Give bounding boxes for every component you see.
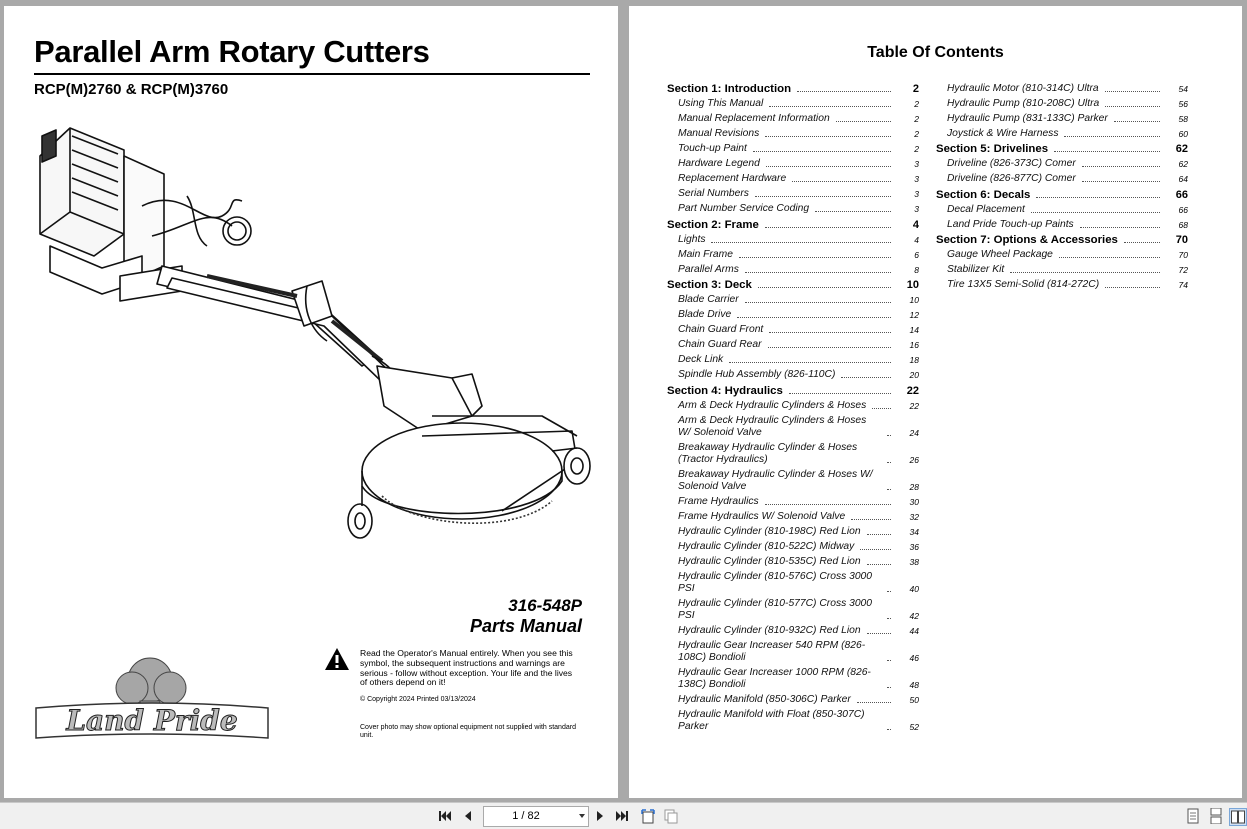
cover-note: Cover photo may show optional equipment not supplied with standard unit.: [360, 724, 576, 739]
toc-entry-page: 8: [914, 264, 919, 275]
toc-entry-label: Hydraulic Motor (810-314C) Ultra: [947, 82, 1099, 94]
toc-entry-label: Hydraulic Cylinder (810-576C) Cross 3000 PSI: [678, 570, 873, 594]
toc-entry-label: Main Frame: [678, 248, 733, 260]
toc-entry[interactable]: [667, 623, 919, 638]
toc-entry-page: 3: [914, 174, 919, 184]
toc-entry-page: 70: [1178, 250, 1188, 260]
toc-leader-dots: [851, 519, 891, 520]
toc-leader-dots: [737, 317, 891, 318]
toc-leader-dots: [872, 408, 891, 409]
toc-leader-dots: [887, 618, 891, 619]
toc-entry-page: 26: [909, 454, 919, 465]
toc-entry-label: Chain Guard Rear: [678, 339, 762, 350]
viewer-toolbar: [0, 802, 1247, 829]
toc-leader-dots: [1059, 257, 1160, 258]
toc-entry-label: Serial Numbers: [678, 188, 749, 199]
toc-leader-dots: [1114, 121, 1160, 122]
toc-leader-dots: [867, 633, 891, 634]
toc-entry-label: Section 2: Frame: [667, 218, 759, 231]
toc-leader-dots: [1105, 287, 1160, 288]
toc-entry-page: 10: [909, 295, 919, 305]
toc-entry[interactable]: [667, 596, 919, 623]
toc-entry-label: Driveline (826-877C) Comer: [947, 173, 1076, 184]
toc-entry-label: Touch-up Paint: [678, 143, 747, 154]
toc-entry[interactable]: [936, 248, 1188, 263]
toc-section-entry[interactable]: [936, 141, 1188, 157]
chevron-down-icon: [579, 814, 585, 818]
logo-text: Land Pride: [66, 704, 238, 737]
toc-entry-page: 4: [912, 218, 919, 231]
toc-entry-page: 2: [914, 144, 919, 154]
toc-entry-page: 50: [909, 694, 919, 705]
toc-entry-label: Land Pride Touch-up Paints: [947, 218, 1074, 230]
toc-entry[interactable]: [667, 353, 919, 368]
toc-entry[interactable]: [667, 638, 919, 665]
toc-leader-dots: [1105, 106, 1160, 107]
toc-leader-dots: [887, 660, 891, 661]
toc-leader-dots: [739, 257, 891, 258]
cover-title: Parallel Arm Rotary Cutters: [34, 34, 430, 69]
toc-entry[interactable]: [936, 202, 1188, 217]
toc-entry-label: Lights: [678, 233, 706, 245]
toc-leader-dots: [1036, 197, 1160, 198]
toc-entry-label: Chain Guard Front: [678, 324, 764, 335]
toc-entry[interactable]: [667, 413, 919, 440]
toc-leader-dots: [789, 393, 891, 394]
toc-entry-page: 58: [1178, 113, 1188, 124]
toc-leader-dots: [1064, 136, 1160, 137]
toc-leader-dots: [769, 106, 891, 107]
toc-entry-page: 62: [1178, 159, 1188, 169]
toc-entry-page: 34: [909, 526, 919, 537]
fit-width-icon[interactable]: [663, 808, 679, 824]
first-page-icon[interactable]: [437, 808, 453, 824]
page-number-display: 1 / 82: [512, 810, 540, 822]
toc-entry[interactable]: [936, 96, 1188, 111]
toc-entry-label: Hydraulic Cylinder (810-535C) Red Lion: [678, 555, 861, 567]
toc-entry-label: Blade Carrier: [678, 294, 739, 305]
cover-models: RCP(M)2760 & RCP(M)3760: [34, 81, 229, 98]
toc-entry[interactable]: [667, 440, 919, 467]
toc-entry-page: 30: [909, 496, 919, 507]
toc-entry-label: Hydraulic Cylinder (810-198C) Red Lion: [678, 525, 861, 537]
single-page-view-icon[interactable]: [1185, 808, 1201, 824]
toc-section-entry[interactable]: [936, 187, 1188, 203]
toc-entry-label: Section 1: Introduction: [667, 83, 792, 95]
toc-entry[interactable]: [667, 187, 919, 202]
toc-entry-page: 16: [909, 340, 919, 350]
toc-entry-label: Hydraulic Gear Increaser 540 RPM (826-108C) Bondioli: [678, 639, 866, 663]
toc-entry[interactable]: [667, 692, 919, 707]
toc-entry-page: 64: [1178, 174, 1188, 184]
toc-entry[interactable]: [667, 202, 919, 217]
toc-entry-page: 4: [914, 234, 919, 245]
toc-entry-label: Hydraulic Cylinder (810-577C) Cross 3000 PSI: [678, 597, 873, 621]
manual-type: Parts Manual: [469, 616, 582, 636]
toc-entry[interactable]: [667, 494, 919, 509]
toc-leader-dots: [867, 564, 891, 565]
toc-entry-label: Replacement Hardware: [678, 173, 787, 184]
toc-entry[interactable]: [667, 467, 919, 494]
toc-entry[interactable]: [936, 263, 1188, 278]
toc-entry-page: 66: [1178, 204, 1188, 215]
toc-entry-label: Section 6: Decals: [936, 188, 1031, 201]
toc-entry-label: Hydraulic Cylinder (810-932C) Red Lion: [678, 624, 861, 636]
toc-entry-label: Frame Hydraulics W/ Solenoid Valve: [678, 510, 846, 522]
toc-leader-dots: [887, 729, 891, 730]
toc-entry-page: 6: [914, 249, 919, 260]
toc-entry-page: 18: [909, 355, 919, 365]
toc-entry[interactable]: [667, 569, 919, 596]
toc-entry-label: Section 4: Hydraulics: [667, 384, 783, 397]
toc-leader-dots: [792, 181, 891, 182]
toc-entry-page: 14: [909, 325, 919, 335]
toc-column-right: [936, 81, 1188, 293]
toc-leader-dots: [765, 227, 891, 228]
toc-entry[interactable]: [667, 157, 919, 172]
toc-entry-label: Frame Hydraulics: [678, 495, 759, 507]
toc-entry-page: 22: [906, 384, 919, 397]
toc-entry-page: 56: [1178, 98, 1188, 109]
toc-entry[interactable]: [667, 97, 919, 112]
toc-entry-page: 46: [909, 652, 919, 663]
toc-entry-page: 3: [914, 189, 919, 199]
toc-leader-dots: [745, 302, 891, 303]
toc-leader-dots: [1124, 242, 1160, 243]
toc-leader-dots: [766, 166, 891, 167]
toc-entry-page: 40: [909, 583, 919, 594]
toc-entry-label: Blade Drive: [678, 309, 732, 320]
toc-entry-page: 36: [909, 541, 919, 552]
toc-entry[interactable]: [936, 217, 1188, 232]
warning-icon: [324, 647, 350, 671]
toc-entry-page: 44: [909, 625, 919, 636]
toc-entry-label: Section 5: Drivelines: [936, 143, 1049, 155]
last-page-icon[interactable]: [614, 808, 630, 824]
toc-entry-label: Parallel Arms: [678, 263, 739, 275]
toc-entry-page: 32: [909, 511, 919, 522]
toc-leader-dots: [836, 121, 891, 122]
toc-entry-label: Spindle Hub Assembly (826-110C): [678, 369, 836, 380]
warning-text: Read the Operator's Manual entirely. When you see this symbol, the subsequent instructions and warnings are serious - follow without exception. Your life and the lives of others depend on it!: [360, 648, 573, 688]
toc-leader-dots: [867, 534, 891, 535]
toc-entry-page: 2: [914, 99, 919, 109]
toc-entry[interactable]: [667, 554, 919, 569]
toc-entry[interactable]: [667, 539, 919, 554]
toc-entry[interactable]: [936, 81, 1188, 96]
toc-entry[interactable]: [667, 524, 919, 539]
toc-leader-dots: [1105, 91, 1160, 92]
toc-entry-page: 3: [914, 204, 919, 214]
toc-entry-page: 12: [909, 310, 919, 320]
toc-entry[interactable]: [667, 112, 919, 127]
toc-entry-page: 70: [1175, 234, 1188, 246]
toc-entry-label: Joystick & Wire Harness: [947, 127, 1059, 139]
toc-entry[interactable]: [667, 323, 919, 338]
two-page-view-icon[interactable]: [1229, 808, 1247, 826]
toc-leader-dots: [769, 332, 891, 333]
toc-entry-page: 42: [909, 610, 919, 621]
toc-leader-dots: [745, 272, 891, 273]
toc-entry-label: Manual Replacement Information: [678, 113, 830, 124]
toc-leader-dots: [815, 211, 891, 212]
toc-entry-label: Section 3: Deck: [667, 279, 752, 291]
toc-entry-label: Stabilizer Kit: [947, 264, 1005, 275]
toc-entry-label: Hydraulic Gear Increaser 1000 RPM (826-138C) Bondioli: [678, 666, 871, 690]
continuous-view-icon[interactable]: [1208, 808, 1224, 824]
toc-entry-label: Hydraulic Pump (810-208C) Ultra: [947, 97, 1100, 109]
toc-entry[interactable]: [667, 142, 919, 157]
toc-entry[interactable]: [667, 172, 919, 187]
toc-entry-page: 60: [1178, 128, 1188, 139]
toc-section-entry[interactable]: [667, 277, 919, 293]
toc-leader-dots: [887, 462, 891, 463]
toc-leader-dots: [711, 242, 891, 243]
toc-entry[interactable]: [667, 127, 919, 142]
toc-entry-page: 2: [914, 129, 919, 139]
prev-page-icon[interactable]: [460, 808, 476, 824]
toc-entry-label: Hardware Legend: [678, 158, 760, 169]
toc-section-entry[interactable]: [667, 217, 919, 233]
toc-entry[interactable]: [936, 172, 1188, 187]
toc-entry-label: Manual Revisions: [678, 128, 760, 139]
toc-entry[interactable]: [936, 111, 1188, 126]
toc-entry-page: 38: [909, 556, 919, 567]
toc-entry-label: Breakaway Hydraulic Cylinder & Hoses (Tractor Hydraulics): [678, 441, 858, 465]
land-pride-logo: [32, 646, 272, 746]
toc-leader-dots: [887, 435, 891, 436]
toc-entry[interactable]: [667, 398, 919, 413]
toc-leader-dots: [1082, 166, 1160, 167]
rotary-cutter-illustration: [32, 116, 597, 556]
toc-entry-page: 52: [909, 721, 919, 732]
toc-title: Table Of Contents: [867, 44, 1004, 61]
toc-entry-label: Decal Placement: [947, 203, 1025, 215]
toc-entry-page: 74: [1178, 280, 1188, 290]
toc-entry[interactable]: [667, 707, 919, 734]
toc-leader-dots: [1031, 212, 1160, 213]
toc-page: [629, 6, 1242, 798]
toc-leader-dots: [753, 151, 891, 152]
toc-entry-page: 54: [1178, 83, 1188, 94]
toc-entry-label: Hydraulic Pump (831-133C) Parker: [947, 112, 1108, 124]
toc-entry[interactable]: [936, 278, 1188, 293]
toc-entry[interactable]: [936, 157, 1188, 172]
toc-entry-page: 28: [909, 481, 919, 492]
toc-entry-page: 48: [909, 679, 919, 690]
toc-entry[interactable]: [667, 247, 919, 262]
toc-leader-dots: [729, 362, 891, 363]
toc-section-entry[interactable]: [936, 232, 1188, 248]
toc-entry[interactable]: [667, 262, 919, 277]
toc-section-entry[interactable]: [667, 81, 919, 97]
toc-section-entry[interactable]: [667, 383, 919, 399]
toc-leader-dots: [765, 136, 891, 137]
fit-page-icon[interactable]: [640, 808, 656, 824]
toc-entry-page: 3: [914, 159, 919, 169]
toc-entry-page: 10: [906, 279, 919, 291]
toc-leader-dots: [887, 489, 891, 490]
toc-leader-dots: [755, 196, 891, 197]
toc-entry-label: Tire 13X5 Semi-Solid (814-272C): [947, 279, 1100, 290]
toc-entry[interactable]: [667, 308, 919, 323]
toc-leader-dots: [1054, 151, 1160, 152]
toc-leader-dots: [1010, 272, 1160, 273]
toc-entry[interactable]: [936, 126, 1188, 141]
toc-column-left: [667, 81, 919, 734]
toc-leader-dots: [1080, 227, 1160, 228]
toc-entry-page: 22: [909, 400, 919, 411]
toc-leader-dots: [841, 377, 891, 378]
toc-leader-dots: [765, 504, 891, 505]
toc-entry-page: 66: [1175, 188, 1188, 201]
toc-entry-page: 2: [912, 83, 919, 95]
toc-leader-dots: [887, 687, 891, 688]
toc-entry-label: Using This Manual: [678, 98, 764, 109]
toc-leader-dots: [887, 591, 891, 592]
toc-leader-dots: [797, 91, 891, 92]
toc-leader-dots: [758, 287, 891, 288]
toc-entry-label: Arm & Deck Hydraulic Cylinders & Hoses: [678, 399, 867, 411]
toc-entry-page: 68: [1178, 219, 1188, 230]
toc-entry[interactable]: [667, 665, 919, 692]
toc-leader-dots: [857, 702, 891, 703]
next-page-icon[interactable]: [592, 808, 608, 824]
toc-entry[interactable]: [667, 368, 919, 383]
toc-entry-label: Part Number Service Coding: [678, 203, 810, 214]
toc-entry-label: Gauge Wheel Package: [947, 249, 1053, 260]
copyright-text: © Copyright 2024 Printed 03/13/2024: [360, 696, 476, 703]
toc-entry-page: 72: [1178, 265, 1188, 275]
toc-entry-page: 24: [909, 427, 919, 438]
toc-entry-label: Arm & Deck Hydraulic Cylinders & Hoses W/ Solenoid Valve: [678, 414, 867, 438]
toc-entry-label: Section 7: Options & Accessories: [936, 234, 1118, 246]
toc-entry-label: Breakaway Hydraulic Cylinder & Hoses W/ Solenoid Valve: [678, 468, 873, 492]
toc-leader-dots: [768, 347, 891, 348]
toc-entry-label: Deck Link: [678, 354, 724, 365]
toc-leader-dots: [860, 549, 891, 550]
toc-entry[interactable]: [667, 293, 919, 308]
toc-leader-dots: [1082, 181, 1160, 182]
toc-entry[interactable]: [667, 232, 919, 247]
toc-entry[interactable]: [667, 338, 919, 353]
page-number-select[interactable]: [483, 806, 589, 827]
toc-entry-label: Driveline (826-373C) Comer: [947, 158, 1076, 169]
part-number: 316-548P: [508, 596, 582, 615]
cover-page: [4, 6, 618, 798]
toc-entry[interactable]: [667, 509, 919, 524]
toc-entry-page: 20: [909, 370, 919, 380]
toc-entry-label: Hydraulic Cylinder (810-522C) Midway: [678, 540, 855, 552]
toc-entry-label: Hydraulic Manifold with Float (850-307C) Parker: [678, 708, 865, 732]
title-rule: [34, 73, 590, 75]
toc-entry-page: 62: [1175, 143, 1188, 155]
toc-entry-page: 2: [914, 114, 919, 124]
toc-entry-label: Hydraulic Manifold (850-306C) Parker: [678, 693, 851, 705]
